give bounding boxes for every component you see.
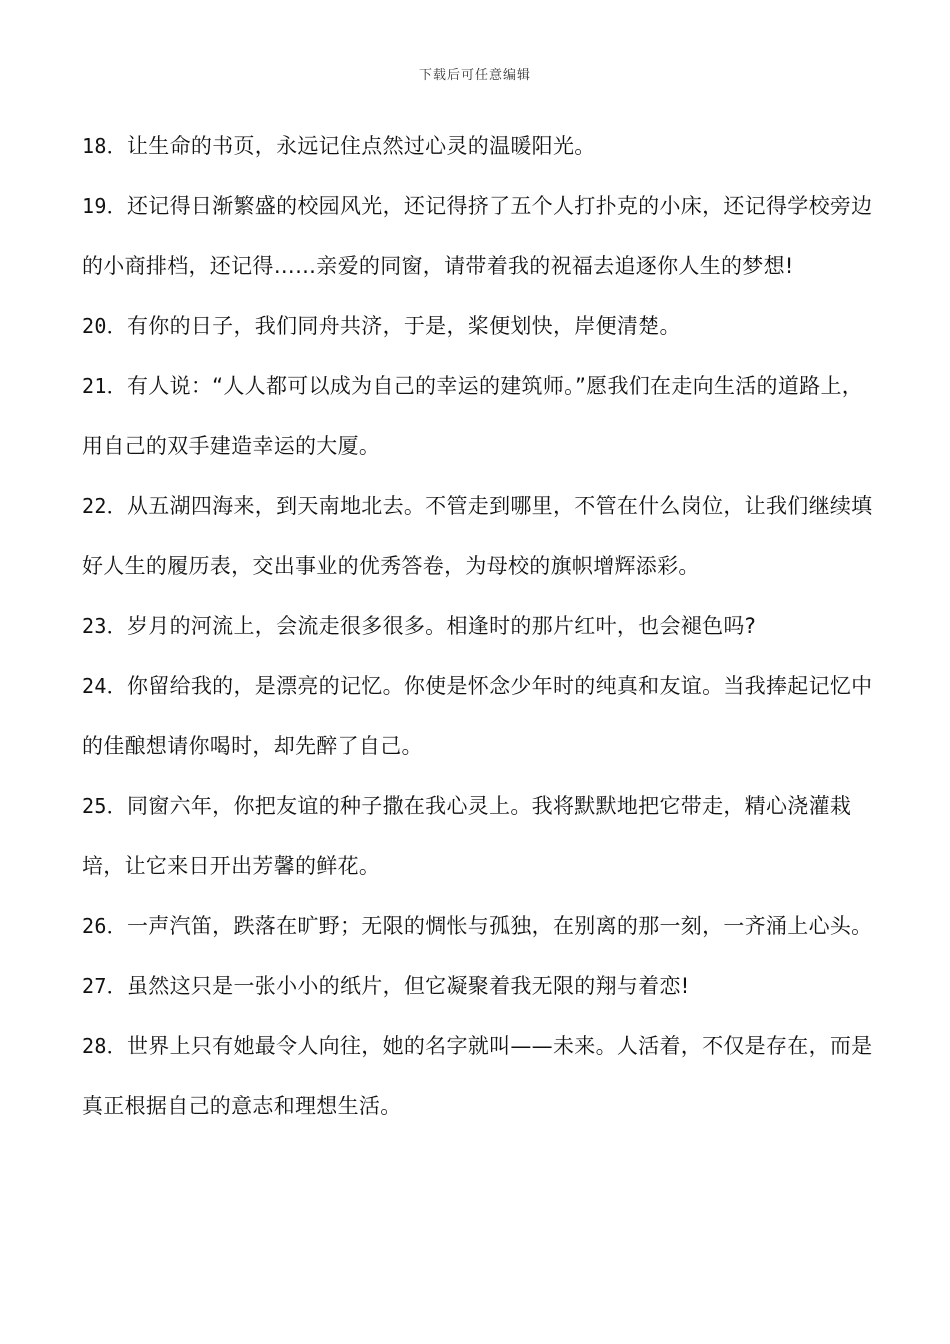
list-item: [82, 896, 882, 956]
list-item: [82, 116, 882, 176]
item-text: 虽然这只是一张小小的纸片，但它凝聚着我无限的翔与着恋!: [126, 974, 690, 998]
list-item: [82, 596, 882, 656]
item-text: 同窗六年，你把友谊的种子撒在我心灵上。我将默默地把它带走，精心浇灌栽培，让它来日开出芳馨的鲜花。: [82, 794, 852, 878]
item-number: 20．: [82, 314, 127, 338]
item-number: 26．: [82, 914, 127, 938]
item-number: 18．: [82, 134, 127, 158]
item-text: 世界上只有她最令人向往，她的名字就叫——未来。人活着，不仅是存在，而是真正根据自己的意志和理想生活。: [82, 1034, 873, 1118]
item-text: 还记得日渐繁盛的校园风光，还记得挤了五个人打扑克的小床，还记得学校旁边的小商排档，还记得……亲爱的同窗，请带着我的祝福去追逐你人生的梦想!: [82, 194, 873, 278]
page-header: 下载后可任意编辑: [418, 68, 531, 83]
list-item: [82, 356, 882, 476]
item-number: 23．: [82, 614, 127, 638]
item-text: 让生命的书页，永远记住点然过心灵的温暖阳光。: [126, 134, 596, 158]
document-body: [82, 116, 882, 1136]
list-item: [82, 956, 882, 1016]
item-number: 24．: [82, 674, 127, 698]
item-text: 岁月的河流上，会流走很多很多。相逢时的那片红叶，也会褪色吗?: [126, 614, 757, 638]
item-number: 27．: [82, 974, 127, 998]
item-number: 22．: [82, 494, 127, 518]
item-text: 有人说：“人人都可以成为自己的幸运的建筑师。”愿我们在走向生活的道路上，用自己的双手建造幸运的大厦。: [82, 374, 864, 458]
item-number: 21．: [82, 374, 127, 398]
list-item: [82, 176, 882, 296]
list-item: [82, 776, 882, 896]
item-number: 25．: [82, 794, 127, 818]
item-text: 有你的日子，我们同舟共济，于是，桨便划快，岸便清楚。: [126, 314, 681, 338]
item-text: 你留给我的，是漂亮的记忆。你使是怀念少年时的纯真和友谊。当我捧起记忆中的佳酿想请你喝时，却先醉了自己。: [82, 674, 873, 758]
list-item: [82, 656, 882, 776]
item-number: 28．: [82, 1034, 127, 1058]
item-text: 从五湖四海来，到天南地北去。不管走到哪里，不管在什么岗位，让我们继续填好人生的履历表，交出事业的优秀答卷，为母校的旗帜增辉添彩。: [82, 494, 873, 578]
list-item: [82, 476, 882, 596]
list-item: [82, 1016, 882, 1136]
list-item: [82, 296, 882, 356]
item-text: 一声汽笛，跌落在旷野；无限的惆怅与孤独，在别离的那一刻，一齐涌上心头。: [126, 914, 873, 938]
item-number: 19．: [82, 194, 127, 218]
